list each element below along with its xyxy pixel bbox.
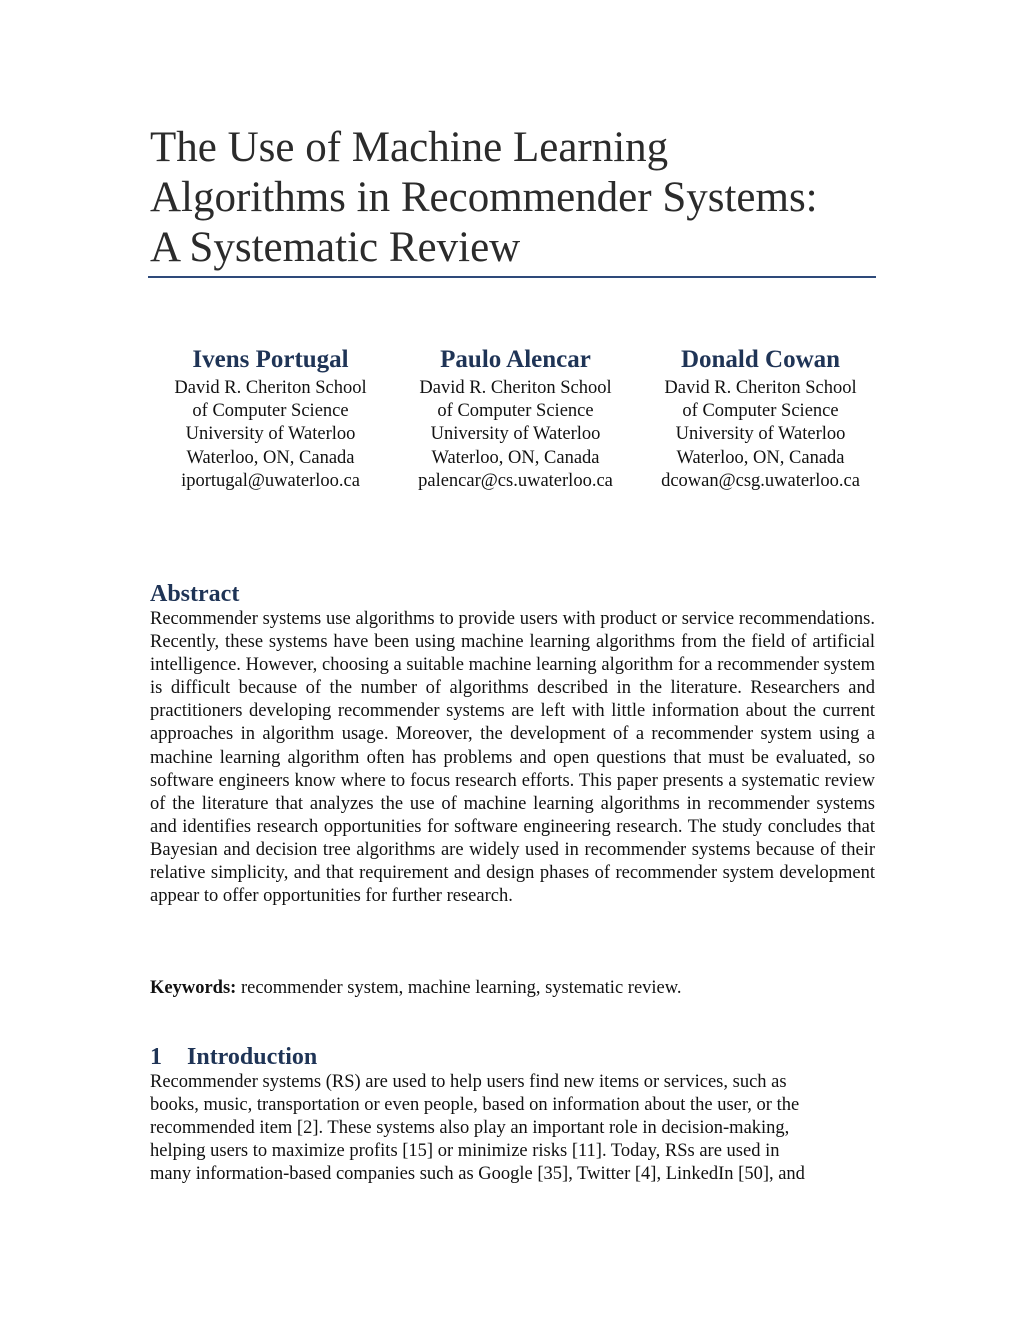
author-affiliation: David R. Cheriton School (664, 378, 857, 398)
section-title: Introduction (187, 1044, 318, 1070)
author-affiliation: of Computer Science (437, 401, 594, 422)
author-affiliation: Waterloo, ON, Canada (431, 447, 600, 468)
title-line: The Use of Machine Learning (150, 124, 669, 171)
section-number: 1 (150, 1044, 162, 1070)
author-affiliation: of Computer Science (682, 401, 839, 422)
author-affiliation: University of Waterloo (185, 424, 356, 445)
title-divider (148, 276, 876, 278)
author-email: palencar@cs.uwaterloo.ca (418, 470, 613, 491)
author-affiliation: University of Waterloo (430, 424, 601, 445)
title-line: Algorithms in Recommender Systems: (150, 174, 818, 221)
introduction-line: Recommender systems (RS) are used to help users find new items or services, such as (150, 1072, 787, 1092)
introduction-line: helping users to maximize profits [15] or minimize risks [11]. Today, RSs are used in (150, 1141, 780, 1162)
author-name: Paulo Alencar (440, 346, 591, 373)
introduction-line: many information-based companies such as Google [35], Twitter [4], LinkedIn [50], and (150, 1164, 805, 1185)
introduction-heading (150, 1043, 317, 1071)
introduction-line: recommended item [2]. These systems also play an important role in decision-making, (150, 1118, 790, 1139)
author-card (638, 344, 883, 493)
author-affiliation: Waterloo, ON, Canada (186, 447, 355, 468)
introduction-text (150, 1071, 875, 1186)
introduction-line: books, music, transportation or even people, based on information about the user, or the (150, 1095, 800, 1116)
keywords-line (150, 977, 875, 1000)
author-name: Ivens Portugal (192, 346, 349, 373)
author-affiliation: David R. Cheriton School (419, 378, 612, 398)
abstract-text: Recommender systems use algorithms to provide users with product or service recommendations. Recently, these systems have been using machine learning algorithms from the field of artificial intelligence. However, choosing a suitable machine learning algorithm for a recommender system is difficult because of the number of algorithms described in the literature. Researchers and practitioners developing recommender systems are left with little information about the current approaches in algorithm usage. Moreover, the development of a recommender system using a machine learning algorithm often has problems and open questions that must be evaluated, so software engineers know where to focus research efforts. This paper presents a systematic review of the literature that analyzes the use of machine learning algorithms in recommender systems and identifies research opportunities for software engineering research. The study concludes that Bayesian and decision tree algorithms are widely used in recommender systems because of their relative simplicity, and that requirement and design phases of recommender system development appear to offer opportunities for further research. (150, 609, 875, 907)
author-name: Donald Cowan (680, 346, 841, 373)
author-card (148, 344, 393, 493)
author-email: iportugal@uwaterloo.ca (181, 470, 360, 491)
author-affiliation: Waterloo, ON, Canada (676, 447, 845, 468)
keywords-text: recommender system, machine learning, systematic review. (236, 978, 682, 998)
author-block (148, 344, 883, 493)
author-email: dcowan@csg.uwaterloo.ca (661, 470, 860, 491)
author-card (393, 344, 638, 493)
author-affiliation: University of Waterloo (675, 424, 846, 445)
author-affiliation: David R. Cheriton School (174, 378, 367, 398)
keywords-label: Keywords: (150, 978, 237, 998)
author-affiliation: of Computer Science (192, 401, 349, 422)
paper-title (150, 123, 875, 273)
abstract-heading: Abstract (150, 581, 240, 607)
title-line: A Systematic Review (150, 224, 521, 271)
